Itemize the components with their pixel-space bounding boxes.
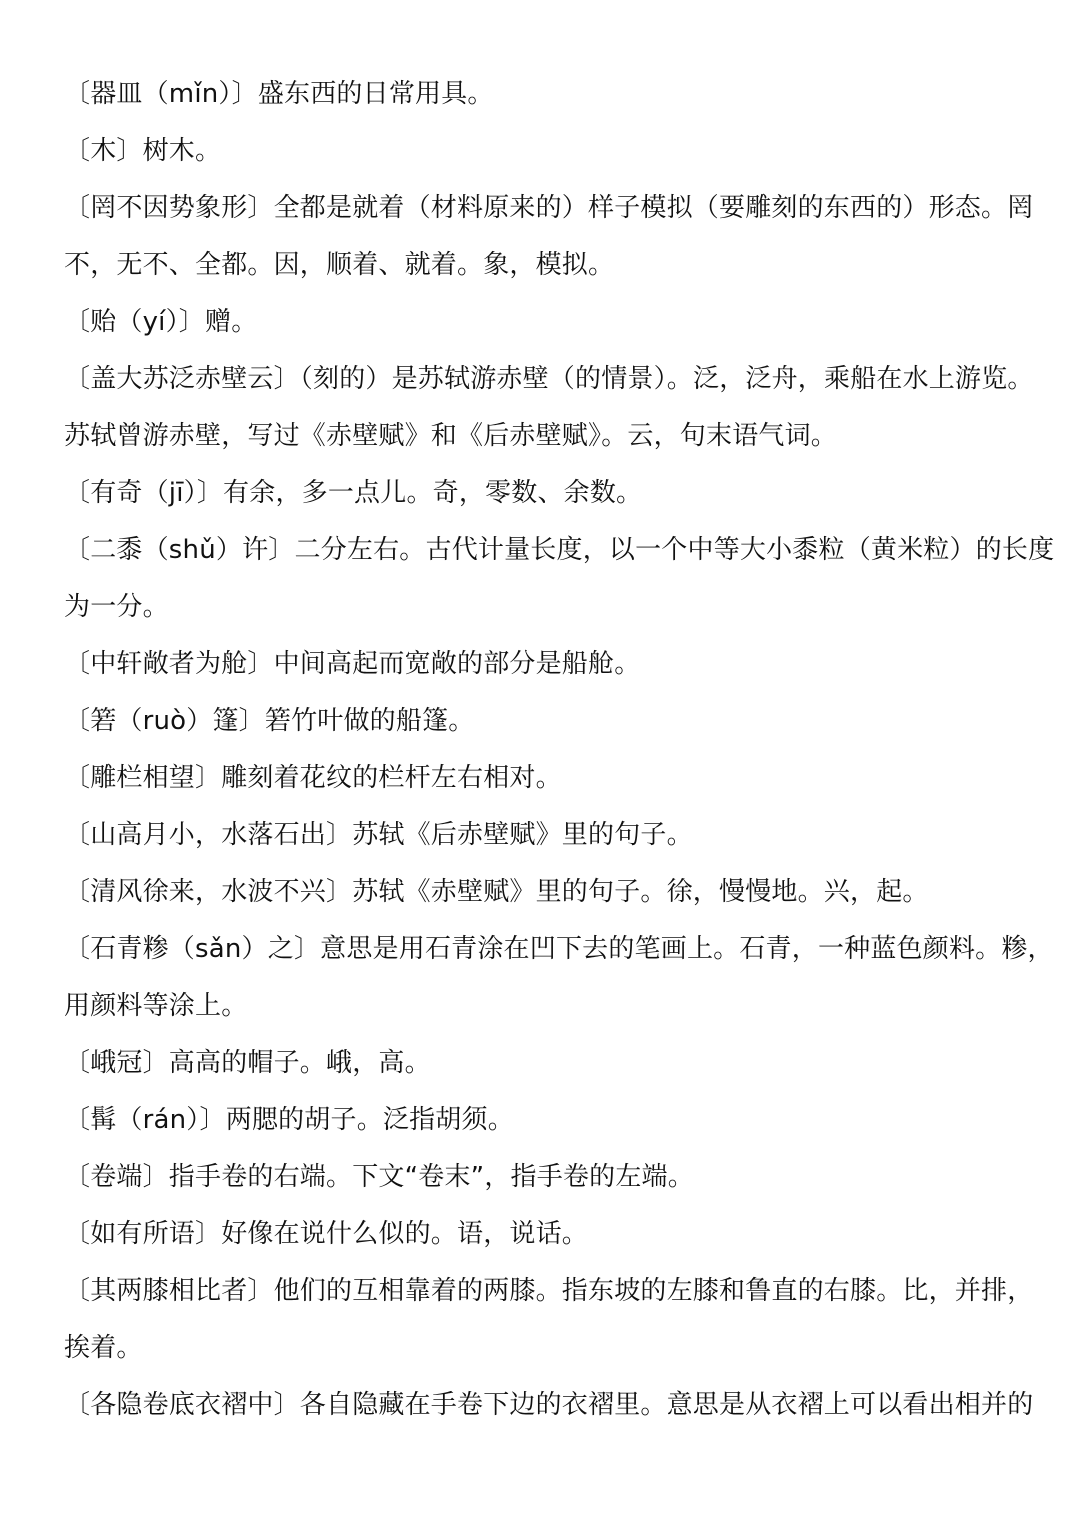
text-line: 〔二黍（shǔ）许〕二分左右。古代计量长度，以一个中等大小黍粒（黄米粒）的长度 (64, 535, 1055, 565)
text-line: 〔有奇（jī）〕有余，多一点儿。奇，零数、余数。 (64, 478, 643, 508)
text-line: 〔卷端〕指手卷的右端。下文“卷末”，指手卷的左端。 (64, 1162, 694, 1192)
text-line: 〔其两膝相比者〕他们的互相靠着的两膝。指东坡的左膝和鲁直的右膝。比，并排， (64, 1276, 1034, 1306)
text-line: 〔中轩敞者为舱〕中间高起而宽敞的部分是船舱。 (64, 649, 641, 679)
text-line: 苏轼曾游赤壁，写过《赤壁赋》和《后赤壁赋》。云，句末语气词。 (64, 421, 838, 451)
text-line: 挨着。 (64, 1333, 143, 1363)
text-line: 用颜料等涂上。 (64, 991, 248, 1021)
text-line: 〔雕栏相望〕雕刻着花纹的栏杆左右相对。 (64, 763, 562, 793)
text-line: 〔清风徐来，水波不兴〕苏轼《赤壁赋》里的句子。徐，慢慢地。兴，起。 (64, 877, 929, 907)
text-line: 〔盖大苏泛赤壁云〕（刻的）是苏轼游赤壁（的情景）。泛，泛舟，乘船在水上游览。 (64, 364, 1034, 394)
text-line: 〔髯（rán）〕两腮的胡子。泛指胡须。 (64, 1105, 514, 1135)
text-line: 〔各隐卷底衣褶中〕各自隐藏在手卷下边的衣褶里。意思是从衣褶上可以看出相并的 (64, 1390, 1034, 1420)
annotation-text-body (64, 66, 1055, 1434)
text-line: 〔器皿（mǐn）〕盛东西的日常用具。 (64, 79, 494, 109)
text-line: 不，无不、全都。因，顺着、就着。象，模拟。 (64, 250, 615, 280)
text-line: 〔罔不因势象形〕全都是就着（材料原来的）样子模拟（要雕刻的东西的）形态。罔 (64, 193, 1034, 223)
text-line: 〔峨冠〕高高的帽子。峨，高。 (64, 1048, 431, 1078)
text-line: 〔山高月小，水落石出〕苏轼《后赤壁赋》里的句子。 (64, 820, 693, 850)
text-line: 〔如有所语〕好像在说什么似的。语，说话。 (64, 1219, 589, 1249)
text-line: 〔箬（ruò）篷〕箬竹叶做的船篷。 (64, 706, 475, 736)
text-line: 〔贻（yí）〕赠。 (64, 307, 258, 337)
text-line: 〔木〕树木。 (64, 136, 222, 166)
text-line: 为一分。 (64, 592, 169, 622)
text-line: 〔石青糁（sǎn）之〕意思是用石青涂在凹下去的笔画上。石青，一种蓝色颜料。糁， (64, 934, 1054, 964)
